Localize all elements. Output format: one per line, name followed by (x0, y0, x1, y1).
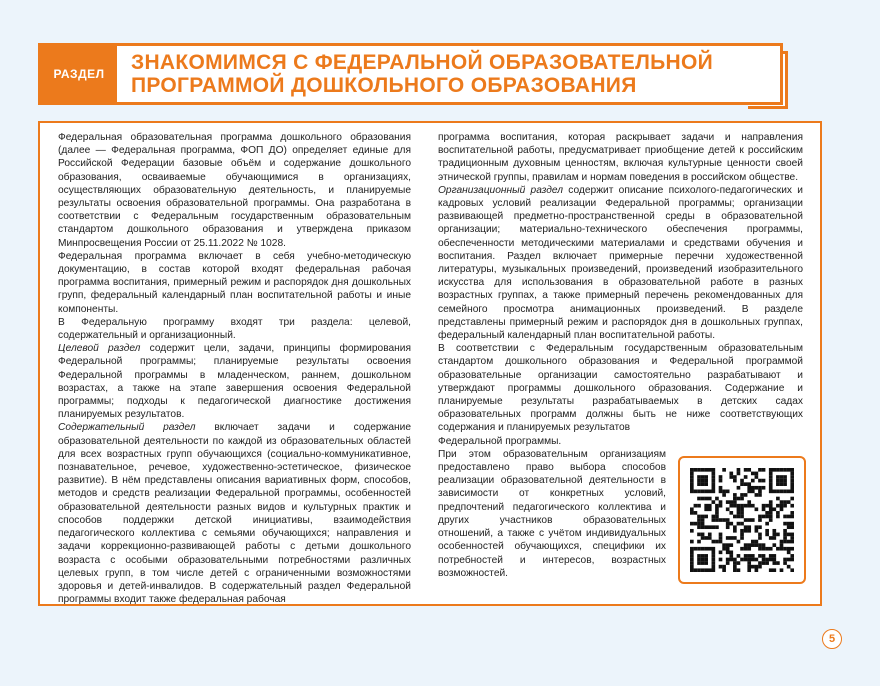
qr-code-frame[interactable] (678, 456, 806, 584)
section-badge: РАЗДЕЛ (41, 46, 117, 102)
paragraph: В Федеральную программу входят три раздела: целевой, содержательный и организационный. (58, 316, 411, 342)
paragraph-text: включает задачи и содержание образовательной деятельности по каждой из образовательных областей для всех возрастных групп обучающихся (социально-коммуникативное, познавательное, речевое, художественно-эстетическое, физическое развитие). В нём представлены описания вариативных форм, способов, методов и средств реализации Федеральной программы, особенностей образовательной деятельности разных видов и культурных практик и способов поддержки детской инициативы, взаимодействия педагогического коллектива с семьями обучающихся; направления и задачи коррекционно-развивающей работы с детьми дошкольного возраста с особыми образовательными потребностями различных целевых групп, в том числе детей с ограниченными возможностями здоровья и детей-инвалидов. В содержательный раздел Федеральной программы входит также федеральная рабочая (58, 422, 411, 606)
paragraph (438, 184, 803, 342)
paragraph: Федеральной программы. (438, 435, 562, 447)
page-number: 5 (822, 629, 842, 649)
paragraph (58, 342, 411, 421)
left-column (58, 131, 411, 606)
content-box (38, 121, 822, 606)
page-title: ЗНАКОМИМСЯ С ФЕДЕРАЛЬНОЙ ОБРАЗОВАТЕЛЬНОЙ ПРОГРАММОЙ ДОШКОЛЬНОГО ОБРАЗОВАНИЯ (131, 51, 714, 97)
term-org-section: Организационный раздел (438, 184, 563, 196)
paragraph: Федеральная программа включает в себя учебно-методическую документацию, в состав которой входят федеральная рабочая программа воспитания, примерный режим и распорядок дня дошкольных групп, федеральный календарный план воспитательной работы и иные компоненты. (58, 250, 411, 315)
term-target-section: Целевой раздел (58, 343, 141, 355)
paragraph: Федеральная образовательная программа дошкольного образования (далее — Федеральная программа, ФОП ДО) определяет единые для Российской Федерации базовые объём и содержание дошкольного образования, осваиваемые обучающимися в организациях, осуществляющих образовательную деятельность, и планируемые результаты освоения образовательной программы. Она разработана в соответствии с Федеральным государственным образовательным стандартом дошкольного образования и утверждена приказом Минпросвещения России от 25.11.2022 № 1028. (58, 132, 411, 249)
paragraph: При этом образовательным организациям предоставлено право выбора способов реализации образовательной деятельности в зависимости от конкретных условий, предпочтений педагогического коллектива и других участников образовательных отношений, а также с учётом индивидуальных особенностей обучающихся, специфики их потребностей и интересов, возрастных возможностей. (438, 448, 666, 579)
paragraph-text: содержит описание психолого-педагогических и кадровых условий реализации Федеральной программы; организации развивающей предметно-пространственной среды в образовательной организации; материально-технического обеспечения программы, обеспеченности методическими материалами и средствами обучения и воспитания. Раздел включает примерные перечни художественной литературы, музыкальных произведений, произведений изобразительного искусства для использования в образовательной работе в разных возрастных группах, а также примерный перечень рекомендованных для семейного просмотра анимационных произведений. В разделе представлены примерный режим и распорядок дня в дошкольных группах, федеральный календарный план воспитательной работы. (438, 184, 803, 342)
term-content-section: Содержательный раздел (58, 422, 196, 434)
paragraph-text: содержит цели, задачи, принципы формирования Федеральной программы; планируемые результаты освоения Федеральной программы в младенческом, раннем, дошкольном возрастах, а также на этапе завершения освоения Федеральной программы; подходы к педагогической диагностике достижения планируемых результатов. (58, 343, 412, 421)
paragraph (58, 421, 411, 606)
section-header (38, 43, 783, 105)
qr-code-icon (690, 468, 794, 572)
paragraph: программа воспитания, которая раскрывает задачи и направления воспитательной работы, предусматривает приобщение детей к российским традиционным духовным ценностям, включая культурные ценности своей этнической группы, правилам и нормам поведения в российском обществе. (438, 132, 803, 183)
paragraph: В соответствии с Федеральным государственным образовательным стандартом дошкольного образования и Федеральной программой образовательные организации самостоятельно разрабатывают и утверждают программы дошкольного образования. Содержание и планируемые результаты разрабатываемых в детских садах образовательных программ должны быть не ниже соответствующих содержания и планируемых результатов (438, 343, 803, 434)
